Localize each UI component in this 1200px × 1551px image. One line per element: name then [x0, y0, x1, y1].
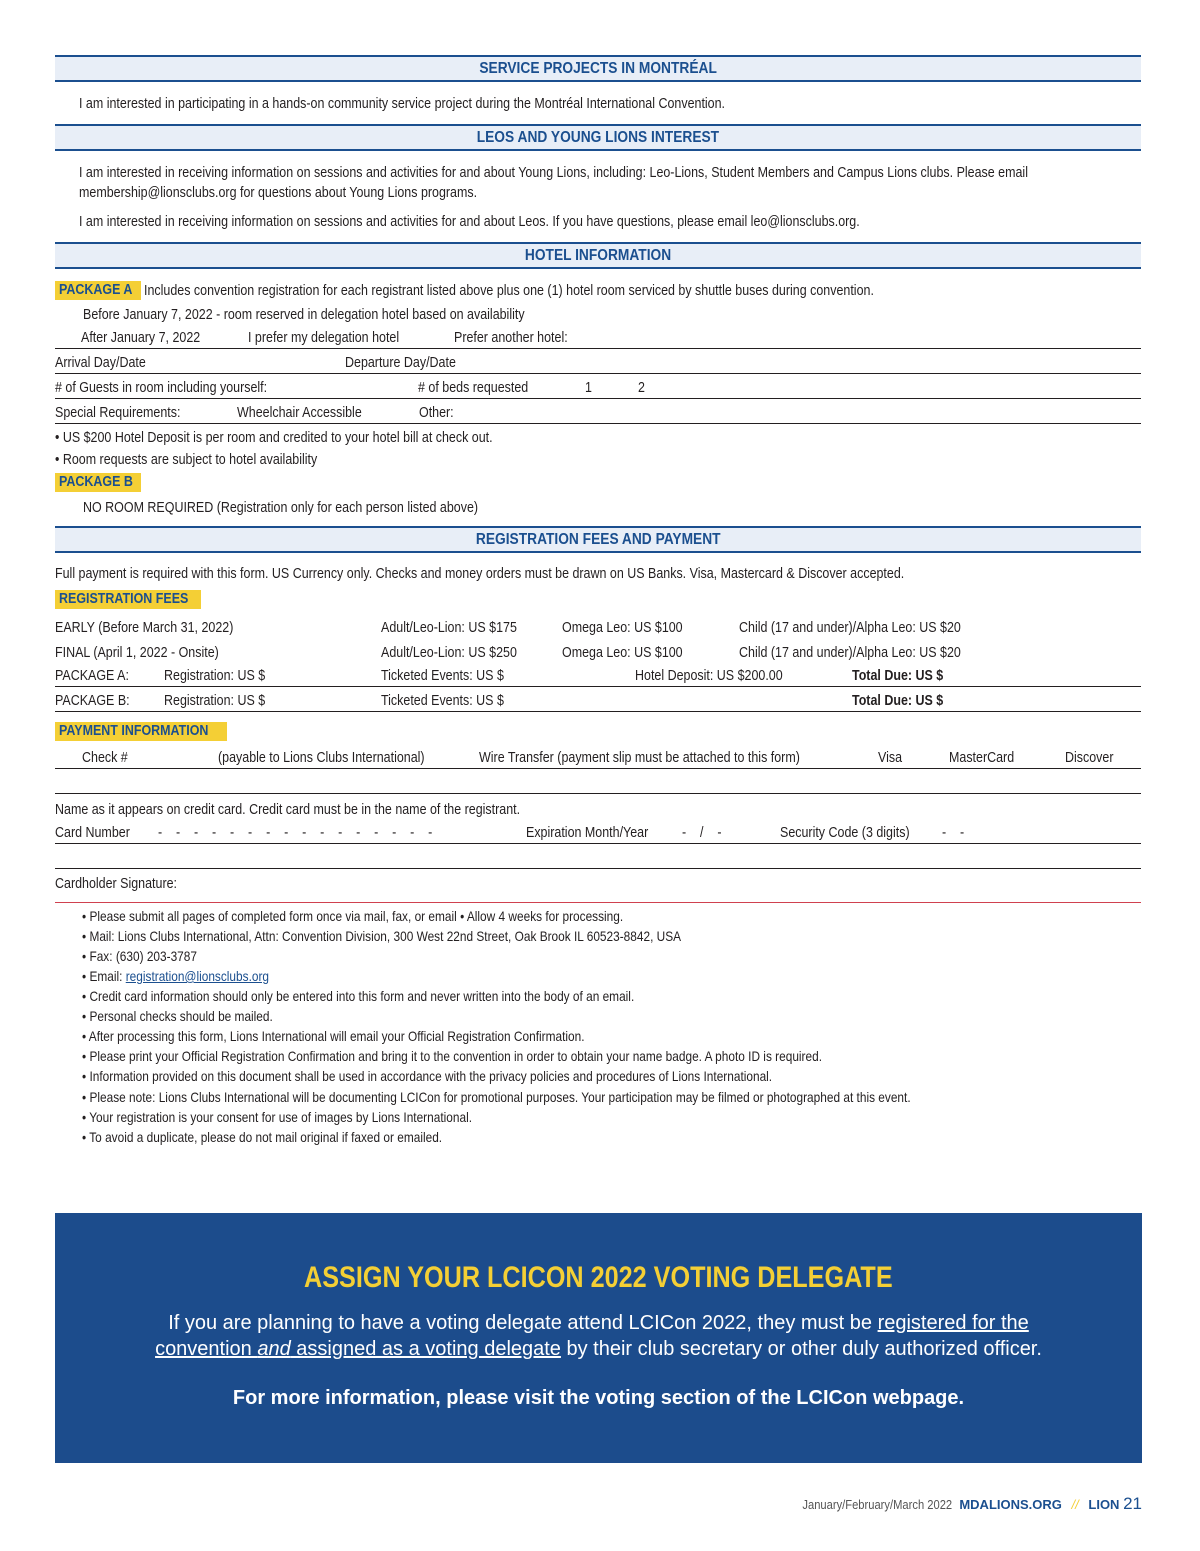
package-a-total-field[interactable]: Total Due: US $ [852, 668, 944, 684]
package-b-option[interactable]: NO ROOM REQUIRED (Registration only for each person listed above) [83, 500, 479, 516]
young-lions-text-1: I am interested in receiving information on sessions and activities for and about Young Lions, including: Leo-Lions, Student Members and Campus Lions clubs. Please email [79, 165, 1028, 181]
rule [55, 398, 1141, 399]
bullet-item: • After processing this form, Lions International will email your Official Registration Confirmation. [82, 1029, 585, 1044]
card-number-label: Card Number [55, 825, 130, 841]
section-header-leos: LEOS AND YOUNG LIONS INTEREST [55, 124, 1141, 151]
arrival-field[interactable]: Arrival Day/Date [55, 355, 146, 371]
convention-link[interactable]: convention [155, 1338, 258, 1360]
package-a-ticketed-field[interactable]: Ticketed Events: US $ [381, 668, 504, 684]
guests-field[interactable]: # of Guests in room including yourself: [55, 380, 268, 396]
beds-option-2[interactable]: 2 [638, 380, 645, 396]
bullet-item: • Please submit all pages of completed form once via mail, fax, or email • Allow 4 weeks for processing. [82, 909, 624, 924]
before-jan-option[interactable]: Before January 7, 2022 - room reserved in delegation hotel based on availability [83, 307, 525, 323]
wire-transfer-option[interactable]: Wire Transfer (payment slip must be attached to this form) [479, 750, 800, 766]
mastercard-option[interactable]: MasterCard [949, 750, 1015, 766]
card-number-field[interactable]: - - - - - - - - - - - - - - - - [158, 825, 433, 841]
hotel-note-1: • US $200 Hotel Deposit is per room and credited to your hotel bill at check out. [55, 430, 493, 446]
package-a-registration-field[interactable]: Registration: US $ [164, 668, 266, 684]
payment-information-label: PAYMENT INFORMATION [55, 722, 227, 741]
bullet-item-email: • Email: registration@lionsclubs.org [82, 969, 270, 984]
bullet-item: • Please print your Official Registration Confirmation and bring it to the convention in order to obtain your name badge. A photo ID is required. [82, 1049, 823, 1064]
email-link[interactable]: registration@lionsclubs.org [125, 969, 270, 984]
check-field[interactable]: Check # [82, 750, 128, 766]
section-header-fees: REGISTRATION FEES AND PAYMENT [55, 526, 1141, 553]
bullet-item: • Mail: Lions Clubs International, Attn: Convention Division, 300 West 22nd Street, Oak Brook IL 60523-8842, USA [82, 929, 682, 944]
rule [55, 348, 1141, 349]
section-header-service: SERVICE PROJECTS IN MONTRÉAL [55, 55, 1141, 82]
expiration-field[interactable]: - / - [682, 825, 722, 841]
rule [55, 423, 1141, 424]
package-b-label: PACKAGE B [55, 473, 141, 492]
final-child-fee: Child (17 and under)/Alpha Leo: US $20 [739, 645, 961, 661]
voting-delegate-link[interactable]: assigned as a voting delegate [290, 1338, 561, 1360]
visa-option[interactable]: Visa [878, 750, 903, 766]
banner-line-2: convention and assigned as a voting delegate by their club secretary or other duly authorized officer. [155, 1338, 1042, 1360]
red-rule [55, 902, 1141, 903]
rule [55, 868, 1141, 869]
early-omega-fee: Omega Leo: US $100 [562, 620, 683, 636]
package-a-label: PACKAGE A [55, 281, 141, 300]
rule [55, 768, 1141, 769]
prefer-another-option[interactable]: Prefer another hotel: [454, 330, 568, 346]
fees-intro: Full payment is required with this form. US Currency only. Checks and money orders must be drawn on US Banks. Visa, Mastercard & Discover accepted. [55, 566, 905, 582]
registered-link[interactable]: registered for the [877, 1312, 1029, 1334]
rule [55, 373, 1141, 374]
bullet-item: • Personal checks should be mailed. [82, 1009, 273, 1024]
after-jan-option[interactable]: After January 7, 2022 [81, 330, 201, 346]
service-interest-text: I am interested in participating in a hands-on community service project during the Montréal International Convention. [79, 96, 726, 112]
security-code-field[interactable]: - - [942, 825, 965, 841]
package-b-row-label: PACKAGE B: [55, 693, 130, 709]
rule [55, 843, 1141, 844]
banner-title: ASSIGN YOUR LCICON 2022 VOTING DELEGATE [304, 1261, 893, 1294]
section-header-hotel: HOTEL INFORMATION [55, 242, 1141, 269]
expiration-label: Expiration Month/Year [526, 825, 649, 841]
banner-more-info: For more information, please visit the voting section of the LCICon webpage. [232, 1387, 965, 1409]
early-child-fee: Child (17 and under)/Alpha Leo: US $20 [739, 620, 961, 636]
page-footer: January/February/March 2022 MDALIONS.ORG // LION 21 [801, 1494, 1142, 1513]
package-a-row-label: PACKAGE A: [55, 668, 129, 684]
package-b-total-field[interactable]: Total Due: US $ [852, 693, 944, 709]
prefer-delegation-option[interactable]: I prefer my delegation hotel [248, 330, 400, 346]
leos-text: I am interested in receiving information on sessions and activities for and about Leos. If you have questions, please email leo@lionsclubs.org. [79, 214, 860, 230]
bullet-item: • Credit card information should only be entered into this form and never written into the body of an email. [82, 989, 635, 1004]
package-a-deposit: Hotel Deposit: US $200.00 [635, 668, 783, 684]
rule [55, 711, 1141, 712]
package-b-ticketed-field[interactable]: Ticketed Events: US $ [381, 693, 504, 709]
hotel-note-2: • Room requests are subject to hotel availability [55, 452, 318, 468]
discover-option[interactable]: Discover [1065, 750, 1114, 766]
bullet-item: • Fax: (630) 203-3787 [82, 949, 197, 964]
rule [55, 793, 1141, 794]
rule [55, 686, 1141, 687]
security-code-label: Security Code (3 digits) [780, 825, 910, 841]
bullet-item: • To avoid a duplicate, please do not mail original if faxed or emailed. [82, 1130, 443, 1145]
bullet-item: • Please note: Lions Clubs International will be documenting LCICon for promotional purposes. Your participation may be filmed or photographed at this event. [82, 1090, 911, 1105]
beds-option-1[interactable]: 1 [585, 380, 592, 396]
payable-note: (payable to Lions Clubs International) [218, 750, 425, 766]
banner-line-1: If you are planning to have a voting delegate attend LCICon 2022, they must be registered for the [168, 1312, 1029, 1334]
final-adult-fee: Adult/Leo-Lion: US $250 [381, 645, 517, 661]
special-requirements-label: Special Requirements: [55, 405, 181, 421]
departure-field[interactable]: Departure Day/Date [345, 355, 456, 371]
beds-label: # of beds requested [418, 380, 529, 396]
signature-field[interactable]: Cardholder Signature: [55, 876, 178, 892]
registration-fees-label: REGISTRATION FEES [55, 590, 201, 609]
bullet-item: • Your registration is your consent for use of images by Lions International. [82, 1110, 473, 1125]
wheelchair-option[interactable]: Wheelchair Accessible [237, 405, 362, 421]
young-lions-text-2: membership@lionsclubs.org for questions about Young Lions programs. [79, 185, 478, 201]
other-field[interactable]: Other: [419, 405, 454, 421]
early-adult-fee: Adult/Leo-Lion: US $175 [381, 620, 517, 636]
package-b-registration-field[interactable]: Registration: US $ [164, 693, 266, 709]
final-label: FINAL (April 1, 2022 - Onsite) [55, 645, 219, 661]
voting-delegate-banner [55, 1213, 1142, 1463]
package-a-text: Includes convention registration for each registrant listed above plus one (1) hotel room serviced by shuttle buses during convention. [144, 283, 874, 299]
cardholder-name-note: Name as it appears on credit card. Credit card must be in the name of the registrant. [55, 802, 521, 818]
early-label: EARLY (Before March 31, 2022) [55, 620, 234, 636]
final-omega-fee: Omega Leo: US $100 [562, 645, 683, 661]
bullet-item: • Information provided on this document shall be used in accordance with the privacy policies and procedures of Lions International. [82, 1069, 773, 1084]
